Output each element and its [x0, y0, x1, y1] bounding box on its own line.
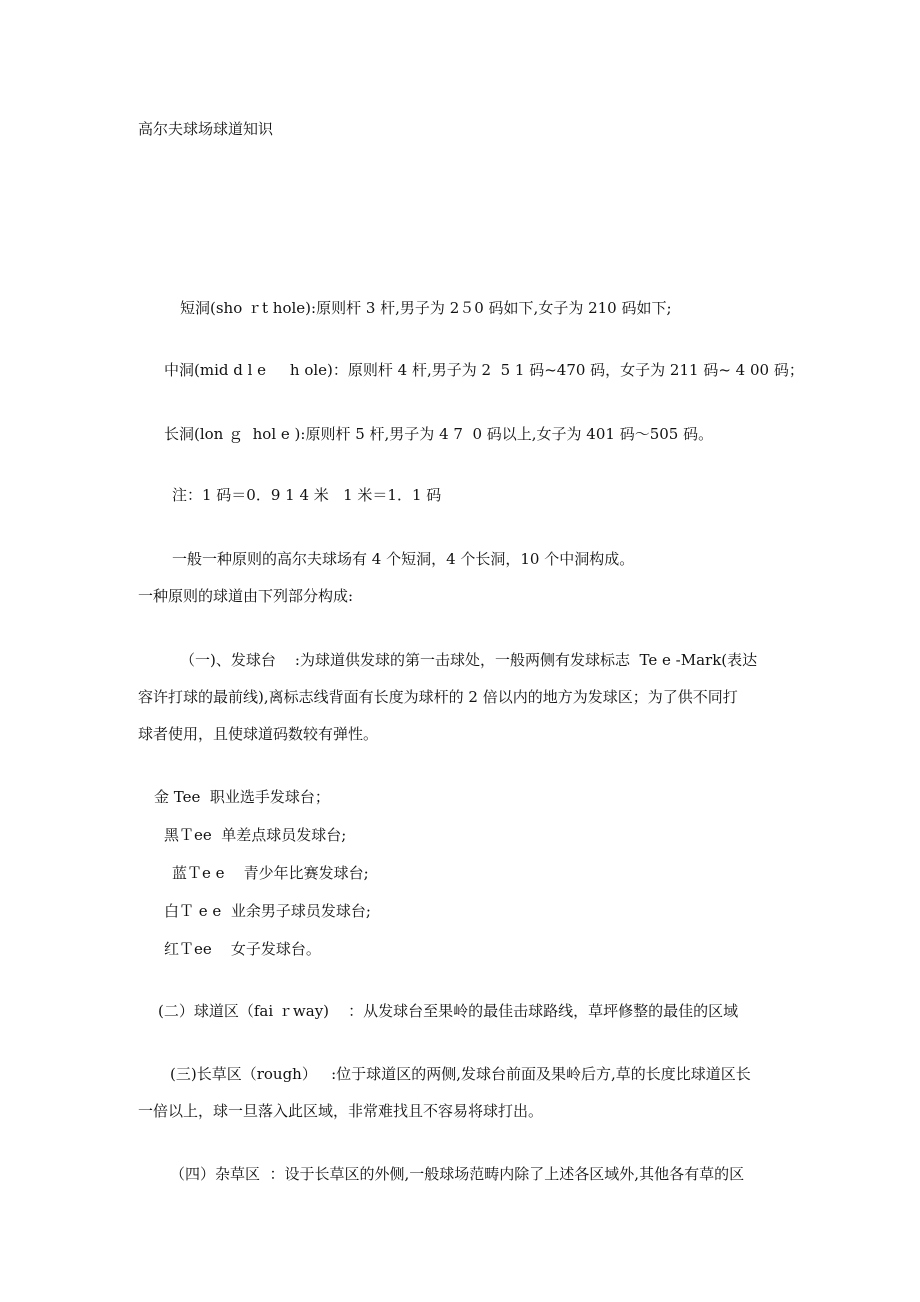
intro-paragraph-2: 一种原则的球道由下列部分构成:: [138, 587, 354, 605]
section-teeing-ground-line-2: 容许打球的最前线),离标志线背面有长度为球杆的 2 倍以内的地方为发球区；为了供不同打: [138, 688, 738, 706]
section-fairway: (二）球道区（fai ｒway) ：从发球台至果岭的最佳击球路线，草坪修整的最佳的区域: [158, 1002, 739, 1020]
short-hole-text: 短洞(sho ｒt hole):原则杆 3 杆,男子为 2５0 码如下,女子为 210 码如下;: [180, 299, 672, 317]
tee-item-black: 黑Ｔee 单差点球员发球台;: [164, 826, 347, 844]
document-title: 高尔夫球场球道知识: [138, 120, 274, 138]
section-weed-area: （四）杂草区 ：设于长草区的外侧,一般球场范畴内除了上述各区域外,其他各有草的区: [170, 1165, 745, 1183]
long-hole-text: 长洞(lon ｇ hol e ):原则杆 5 杆,男子为 4 7 0 码以上,女子为 401 码～505 码。: [164, 425, 714, 443]
section-teeing-ground-line-3: 球者使用，且使球道码数较有弹性。: [138, 725, 379, 743]
intro-paragraph: 一般一种原则的高尔夫球场有 4 个短洞，4 个长洞，10 个中洞构成。: [172, 550, 635, 568]
tee-item-white: 白Ｔ e e 业余男子球员发球台;: [164, 902, 371, 920]
middle-hole-text: 中洞(mid d l e h ole)：原则杆 4 杆,男子为 2 5 1 码~470 码，女子为 211 码~ 4 00 码；: [164, 361, 804, 379]
tee-item-blue: 蓝Ｔe e 青少年比赛发球台;: [172, 864, 369, 882]
tee-item-red: 红Ｔee 女子发球台。: [164, 940, 321, 958]
unit-note-text: 注：1 码＝0．9 1 4 米 1 米＝1．1 码: [172, 486, 442, 504]
section-rough-line-1: (三)长草区（rough） :位于球道区的两侧,发球台前面及果岭后方,草的长度比球道区长: [170, 1065, 751, 1083]
section-teeing-ground-line-1: （一)、发球台 :为球道供发球的第一击球处，一般两侧有发球标志 Te e -Mark(表达: [180, 651, 758, 669]
tee-item-gold: 金 Tee 职业选手发球台；: [154, 788, 330, 806]
section-rough-line-2: 一倍以上，球一旦落入此区域，非常难找且不容易将球打出。: [138, 1102, 544, 1120]
